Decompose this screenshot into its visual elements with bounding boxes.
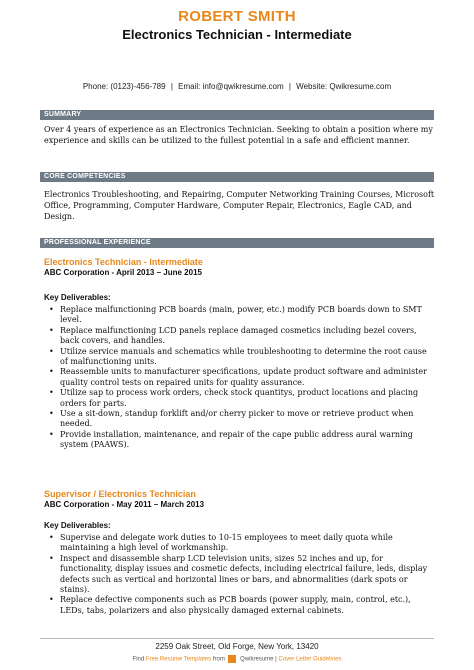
contact-separator: | [288,82,291,91]
bullet-icon: • [49,429,54,439]
bullet-icon: • [49,595,54,605]
footer-address: 2259 Oak Street, Old Forge, New York, 13420 [155,642,319,651]
list-item [44,554,434,596]
bullet-icon: • [49,325,54,335]
bullet-icon: • [49,367,54,377]
credits-from-text: from [212,656,225,663]
bullet-text: Provide installation, maintenance, and repair of the cape public address aural warning system (PAAWS). [60,429,413,450]
bullet-icon: • [49,409,54,419]
list-item [44,533,434,554]
core-competencies-heading: CORE COMPETENCIES [40,172,434,182]
job-2-bullet-list [44,533,434,616]
list-item [44,388,434,409]
list-item [44,305,434,326]
email-link[interactable]: Email: info@qwikresume.com [178,82,284,91]
bullet-text: Reassemble units to manufacturer specifications, update product software and administer quality control tests on repaired units for quality assurance. [60,367,427,387]
bullet-icon: • [49,305,54,314]
list-item [44,430,434,451]
footer-credits [0,655,474,663]
bullet-text: Inspect and disassemble sharp LCD television units, sizes 52 inches and up, for functionality, display issues and cosmetic defects, including electrical failure, leds, display defects such as vertical and horizontal lines or bars, and abnormalities (dark spots or stains). [60,553,428,595]
job-title-heading: Electronics Technician - Intermediate [122,27,352,42]
experience-heading: PROFESSIONAL EXPERIENCE [40,238,434,248]
cover-letter-guidelines-link[interactable]: Cover Letter Guidelines [278,656,342,663]
bullet-text: Utilize service manuals and schematics while troubleshooting to determine the root cause of malfunctioning units. [60,346,427,367]
website-link[interactable]: Website: Qwikresume.com [296,82,392,91]
bullet-text: Replace defective components such as PCB boards (power supply, main, control, etc.), LEDs, tabs, polarizers and also physically damaged external cabinets. [60,595,411,615]
job-1-bullet-list [44,305,434,451]
bullet-text: Utilize sap to process work orders, check stock quantitys, product locations and placing orders for parts. [60,388,419,408]
list-item [44,409,434,430]
contact-line [0,82,474,91]
list-item [44,367,434,388]
candidate-name: ROBERT SMITH [178,8,296,25]
bullet-text: Replace malfunctioning PCB boards (main, power, etc.) modify PCB boards down to SMT level. [60,305,422,325]
summary-text: Over 4 years of experience as an Electronics Technician. Seeking to obtain a position where my experience and skills can be utilized to the fullest potential in a safe and efficient manner. [44,125,433,145]
contact-separator: | [170,82,173,91]
credits-find-text: Find [132,656,145,663]
credits-separator: | [275,656,277,663]
footer-divider [40,638,434,639]
list-item [44,326,434,347]
bullet-icon: • [49,388,54,398]
bullet-icon: • [49,533,54,542]
list-item [44,595,434,616]
job-1-title: Electronics Technician - Intermediate [44,257,203,267]
qwikresume-logo-icon [228,655,236,663]
summary-heading: SUMMARY [40,110,434,120]
brand-name: Qwikresume [240,656,274,663]
list-item [44,347,434,368]
job-2-title: Supervisor / Electronics Technician [44,489,196,499]
free-resume-templates-link[interactable]: Free Resume Templates [145,656,212,663]
phone-text: Phone: (0123)-456-789 [82,82,166,91]
bullet-icon: • [49,553,54,563]
job-1-company: ABC Corporation - April 2013 – June 2015 [44,268,202,277]
job-2-key-deliverables-label: Key Deliverables: [44,521,111,530]
bullet-text: Supervise and delegate work duties to 10-15 employees to meet daily quota while maintaining a high level of workmanship. [60,533,393,553]
core-competencies-text: Electronics Troubleshooting, and Repairing, Computer Networking Training Courses, Microsoft Office, Programming, Computer Hardware, Computer Repair, Electronics, Eagle CAD, and Design. [44,190,435,221]
bullet-icon: • [49,346,54,356]
job-2-company: ABC Corporation - May 2011 – March 2013 [44,500,205,509]
bullet-text: Replace malfunctioning LCD panels replace damaged cosmetics including bezel covers, back covers, and handles. [60,325,417,346]
bullet-text: Use a sit-down, standup forklift and/or cherry picker to move or retrieve product when needed. [60,409,414,429]
job-1-key-deliverables-label: Key Deliverables: [44,293,111,302]
